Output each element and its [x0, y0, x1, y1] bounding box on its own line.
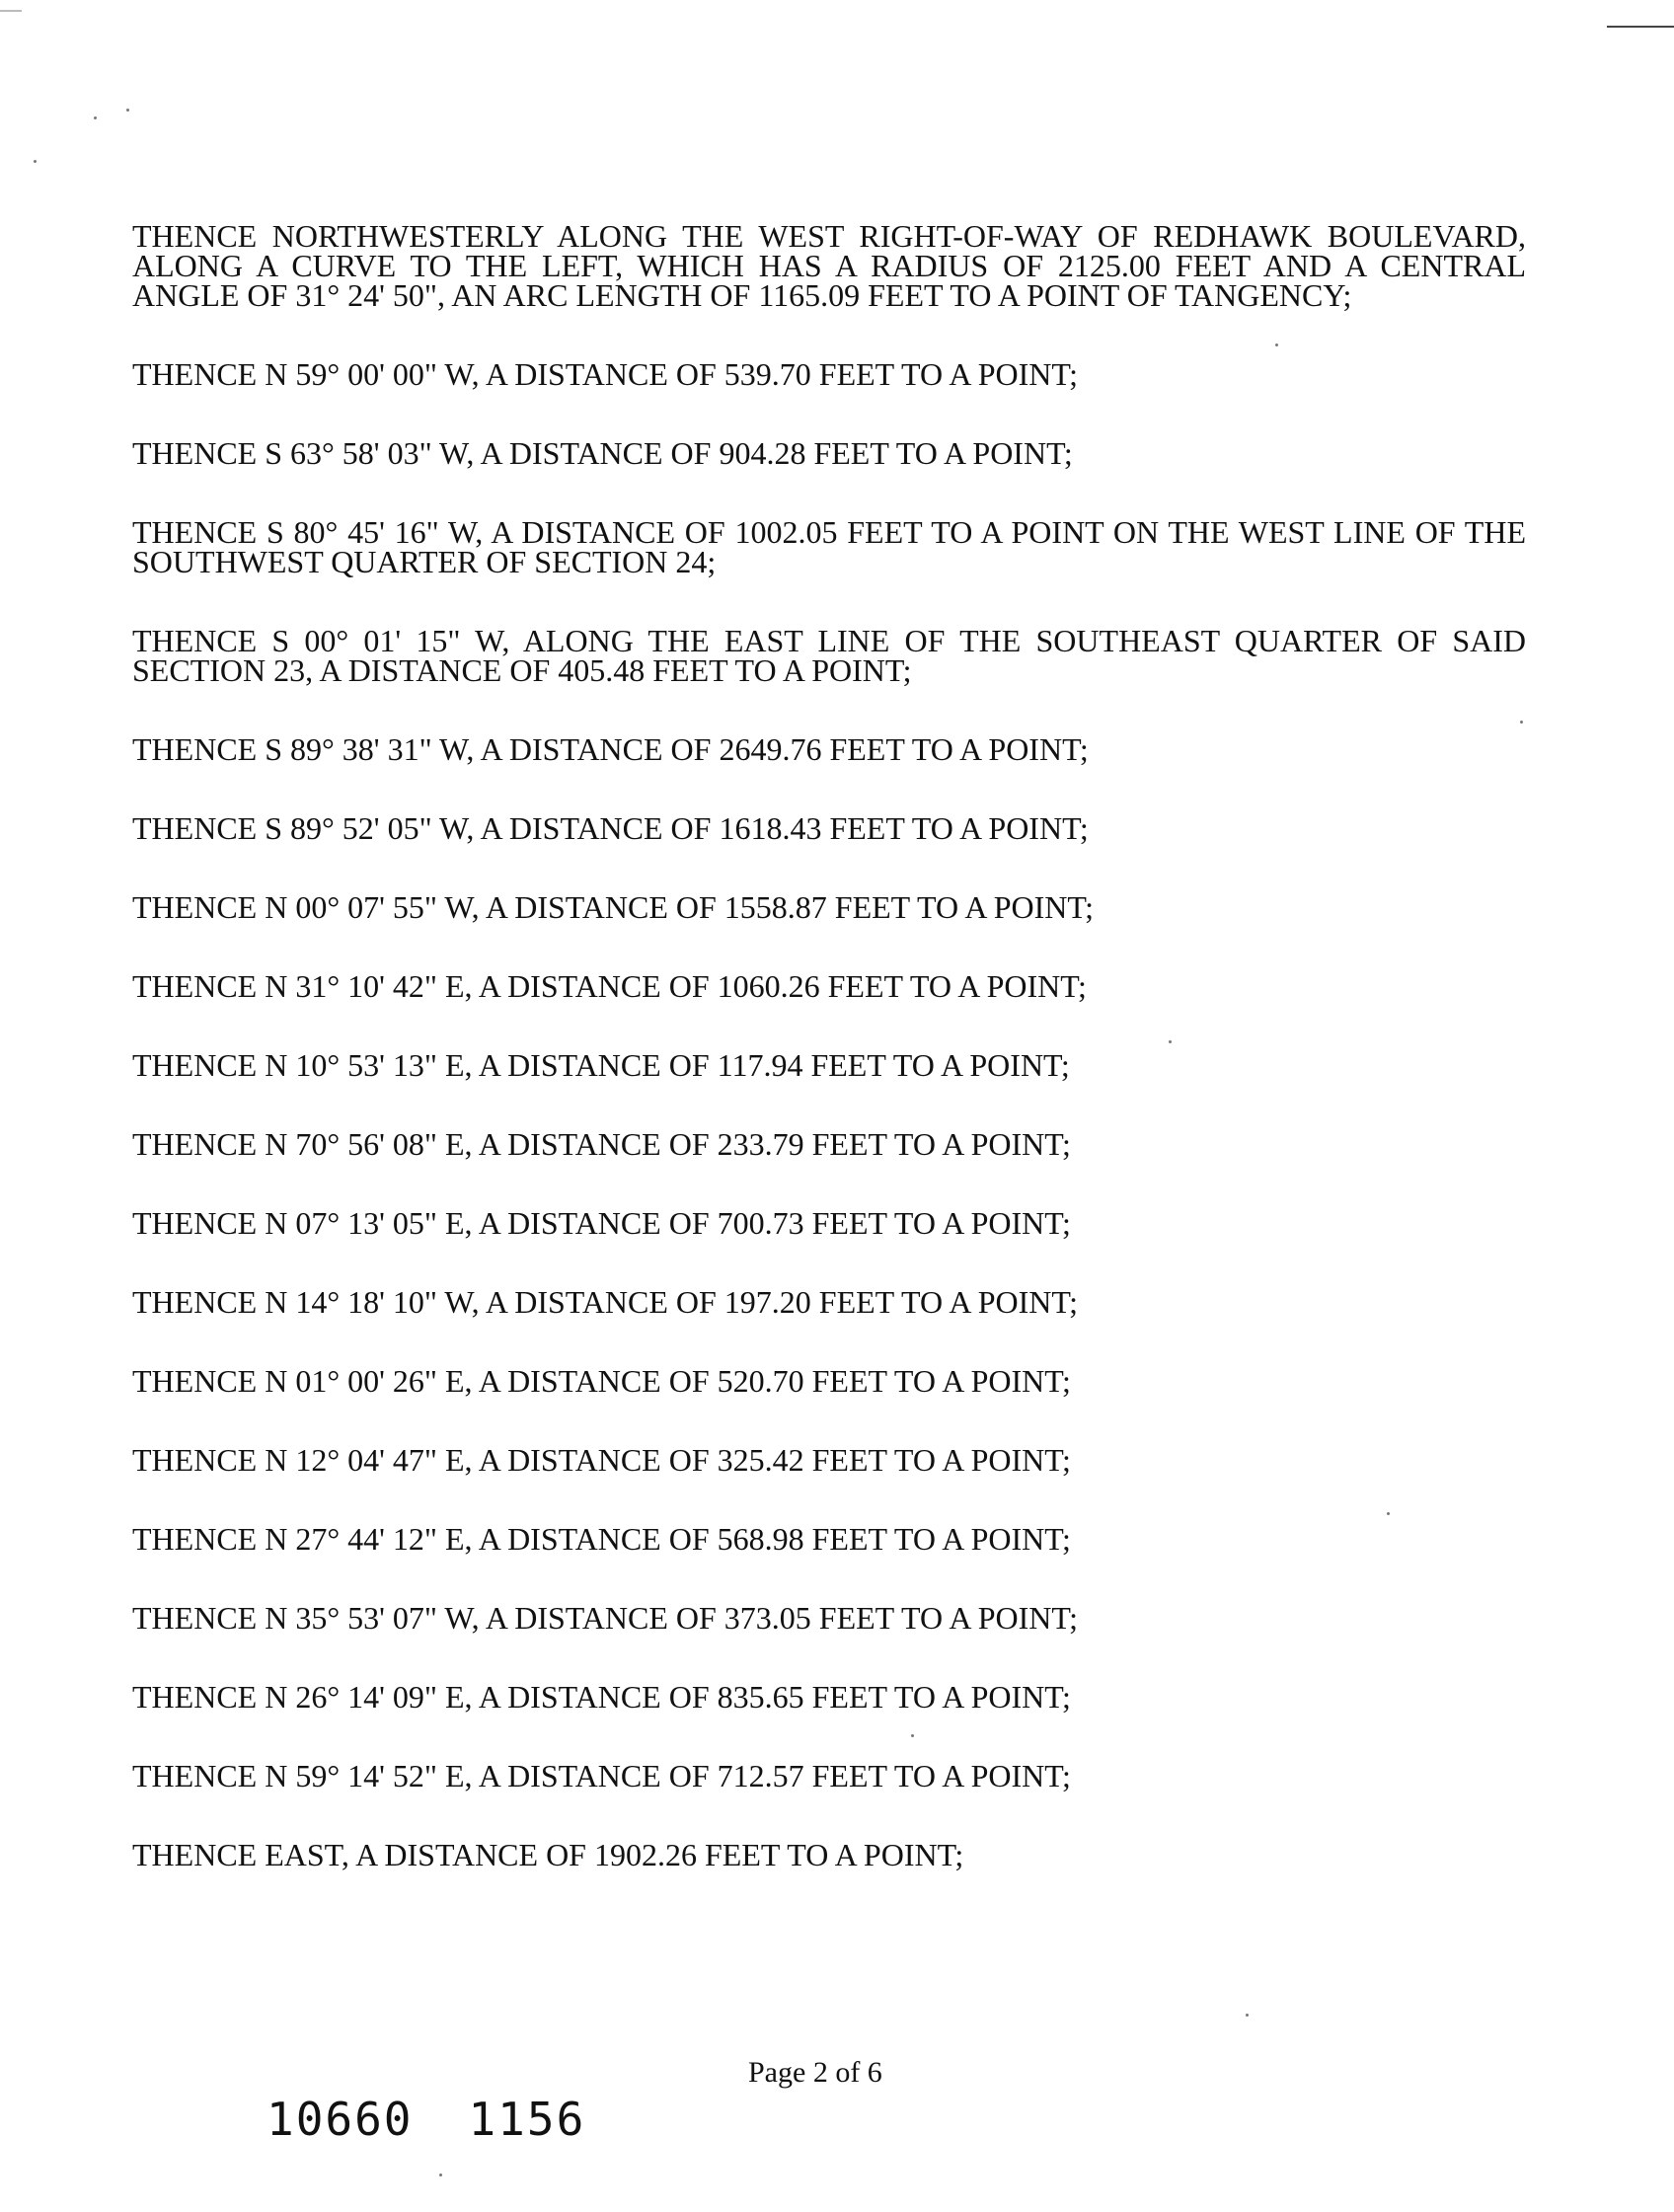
scan-speck — [126, 109, 129, 112]
course-paragraph: THENCE N 59° 14' 52" E, A DISTANCE OF 712.57 FEET TO A POINT; — [132, 1758, 1071, 1793]
course-paragraph: THENCE N 26° 14' 09" E, A DISTANCE OF 835.65 FEET TO A POINT; — [132, 1679, 1071, 1715]
scan-speck — [94, 116, 97, 119]
scan-speck — [439, 2174, 442, 2176]
recording-page-number: 1156 — [468, 2093, 586, 2146]
scan-speck — [1275, 343, 1278, 346]
scan-edge-mark — [0, 10, 22, 12]
course-paragraph: THENCE N 27° 44' 12" E, A DISTANCE OF 568.98 FEET TO A POINT; — [132, 1521, 1071, 1557]
recording-stamp — [266, 2093, 641, 2146]
course-paragraph: THENCE S 63° 58' 03" W, A DISTANCE OF 904.28 FEET TO A POINT; — [132, 435, 1073, 471]
course-paragraph: THENCE N 59° 00' 00" W, A DISTANCE OF 539.70 FEET TO A POINT; — [132, 356, 1079, 392]
scan-speck — [1520, 721, 1523, 724]
course-paragraph: THENCE N 14° 18' 10" W, A DISTANCE OF 197.20 FEET TO A POINT; — [132, 1284, 1079, 1320]
course-paragraph: THENCE N 35° 53' 07" W, A DISTANCE OF 373.05 FEET TO A POINT; — [132, 1600, 1079, 1636]
course-paragraph: THENCE EAST, A DISTANCE OF 1902.26 FEET TO A POINT; — [132, 1837, 964, 1872]
course-paragraph: THENCE N 70° 56' 08" E, A DISTANCE OF 233.79 FEET TO A POINT; — [132, 1126, 1071, 1162]
course-paragraph: THENCE S 89° 38' 31" W, A DISTANCE OF 2649.76 FEET TO A POINT; — [132, 731, 1089, 767]
scan-speck — [34, 160, 37, 163]
course-paragraph: THENCE N 01° 00' 26" E, A DISTANCE OF 520.70 FEET TO A POINT; — [132, 1363, 1071, 1399]
course-paragraph: THENCE S 89° 52' 05" W, A DISTANCE OF 1618.43 FEET TO A POINT; — [132, 810, 1089, 846]
course-paragraph: THENCE NORTHWESTERLY ALONG THE WEST RIGHT-OF-WAY OF REDHAWK BOULEVARD, ALONG A CURVE TO THE LEFT, WHICH HAS A RADIUS OF 2125.00 FEET AND A CENTRAL ANGLE OF 31° 24' 50", AN ARC LENGTH OF 1165.09 FEET TO A POINT OF TANGENCY; — [132, 218, 1526, 313]
course-paragraph: THENCE N 00° 07' 55" W, A DISTANCE OF 1558.87 FEET TO A POINT; — [132, 889, 1095, 925]
course-paragraph: THENCE S 80° 45' 16" W, A DISTANCE OF 1002.05 FEET TO A POINT ON THE WEST LINE OF THE SOUTHWEST QUARTER OF SECTION 24; — [132, 514, 1526, 579]
course-paragraph: THENCE N 07° 13' 05" E, A DISTANCE OF 700.73 FEET TO A POINT; — [132, 1205, 1071, 1241]
scan-edge-mark — [1607, 26, 1674, 28]
scan-speck — [1246, 2014, 1249, 2017]
course-paragraph: THENCE N 12° 04' 47" E, A DISTANCE OF 325.42 FEET TO A POINT; — [132, 1442, 1071, 1478]
recording-book-number: 10660 — [266, 2093, 414, 2146]
page-number: Page 2 of 6 — [748, 2056, 882, 2089]
course-paragraph: THENCE N 31° 10' 42" E, A DISTANCE OF 1060.26 FEET TO A POINT; — [132, 968, 1087, 1004]
legal-description-body — [132, 218, 1526, 1919]
scan-speck — [1169, 1040, 1172, 1043]
course-paragraph: THENCE S 00° 01' 15" W, ALONG THE EAST LINE OF THE SOUTHEAST QUARTER OF SAID SECTION 23, A DISTANCE OF 405.48 FEET TO A POINT; — [132, 623, 1526, 688]
course-paragraph: THENCE N 10° 53' 13" E, A DISTANCE OF 117.94 FEET TO A POINT; — [132, 1047, 1070, 1083]
scan-speck — [911, 1734, 914, 1737]
scan-speck — [1387, 1512, 1390, 1515]
